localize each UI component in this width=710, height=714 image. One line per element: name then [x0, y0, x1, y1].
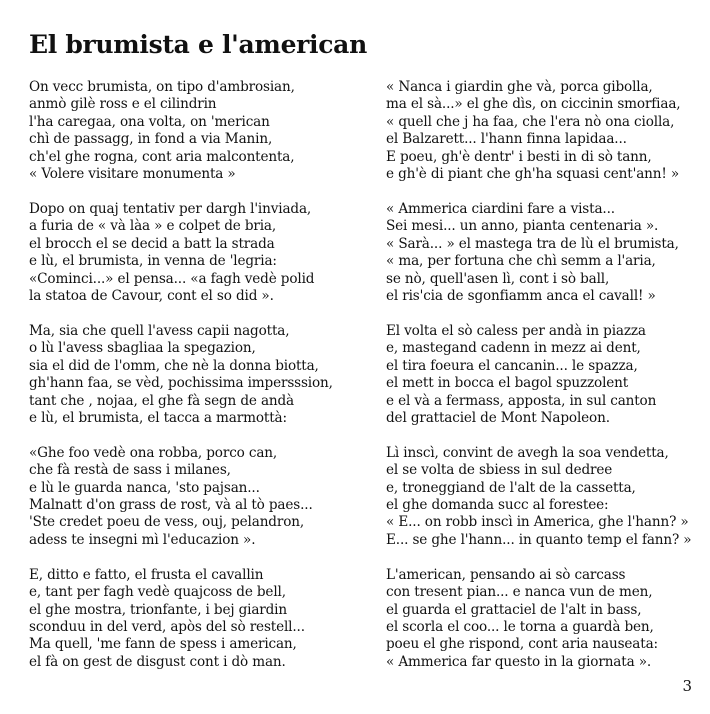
stanza: [386, 567, 706, 671]
verse-line: el tira foeura el cancanin... le spazza,: [386, 357, 638, 374]
stanza: [29, 201, 349, 305]
verse-line: el guarda el grattaciel de l'alt in bass,: [386, 601, 642, 618]
verse-line: «Ghe foo vedè ona robba, porco can,: [29, 444, 278, 461]
verse-line: « Ammerica ciardini fare a vista...: [386, 200, 615, 217]
verse-line: On vecc brumista, on tipo d'ambrosian,: [29, 79, 295, 95]
stanza: [29, 567, 349, 671]
verse-line: e lù, el brumista, el tacca a marmottà:: [29, 409, 287, 426]
verse-line: el brocch el se decid a batt la strada: [29, 235, 275, 252]
verse-line: « Sarà... » el mastega tra de lù el brumista,: [386, 235, 679, 252]
stanza: [386, 79, 706, 183]
verse-line: Dopo on quaj tentativ per dargh l'inviada,: [29, 200, 312, 217]
verse-line: e, troneggiand de l'alt de la cassetta,: [386, 479, 636, 496]
verse-line: L'american, pensando ai sò carcass: [386, 566, 626, 583]
stanza: [386, 201, 706, 305]
verse-line: anmò gilè ross e el cilindrin: [29, 96, 217, 113]
verse-line: « Ammerica far questo in la giornata ».: [386, 653, 652, 670]
verse-line: Lì inscì, convint de avegh la soa vendetta,: [386, 444, 669, 461]
verse-line: e gh'è di piant che gh'ha squasi cent'ann! »: [386, 166, 680, 183]
verse-line: el fà on gest de disgust cont i dò man.: [29, 653, 286, 670]
verse-line: la statoa de Cavour, cont el so did ».: [29, 287, 274, 304]
verse-line: E, ditto e fatto, el frusta el cavallin: [29, 566, 264, 583]
verse-line: el mett in bocca el bagol spuzzolent: [386, 375, 629, 392]
verse-line: e, mastegand cadenn in mezz ai dent,: [386, 340, 641, 357]
stanza: [29, 323, 349, 427]
verse-line: che fà restà de sass i milanes,: [29, 462, 231, 479]
verse-line: 'Ste credet poeu de vess, ouj, pelandron,: [29, 514, 305, 531]
verse-line: el ris'cia de sgonfiamm anca el cavall! »: [386, 287, 656, 304]
verse-line: se nò, quell'asen lì, cont i sò ball,: [386, 270, 610, 287]
verse-line: el scorla el coo... le torna a guardà ben,: [386, 618, 654, 635]
verse-line: ma el sà...» el ghe dìs, on ciccinin smorfiaa,: [386, 96, 681, 113]
verse-line: adess te insegni mì l'educazion ».: [29, 531, 256, 548]
stanza: [386, 323, 706, 427]
verse-line: E poeu, gh'è dentr' i besti in di sò tann,: [386, 148, 652, 165]
verse-line: a furia de « và làa » e colpet de bria,: [29, 218, 277, 235]
verse-line: e el và a fermass, apposta, in sul canton: [386, 392, 657, 409]
verse-line: con tresent pian... e nanca vun de men,: [386, 584, 653, 601]
page-number: 3: [682, 677, 692, 695]
verse-line: El volta el sò caless per andà in piazza: [386, 322, 646, 339]
right-column: [386, 79, 706, 689]
verse-line: ch'el ghe rogna, cont aria malcontenta,: [29, 148, 295, 165]
verse-line: el ghe domanda succ al forestee:: [386, 497, 609, 514]
stanza: [29, 445, 349, 549]
stanza: [386, 445, 706, 549]
verse-line: el ghe mostra, trionfante, i bej giardin: [29, 601, 287, 618]
verse-line: Ma quell, 'me fann de spess i american,: [29, 636, 297, 653]
verse-line: e lù, el brumista, in venna de 'legria:: [29, 253, 277, 270]
verse-line: o lù l'avess sbagliaa la spegazion,: [29, 340, 256, 357]
verse-line: gh'hann faa, se vèd, pochissima impersssion,: [29, 375, 333, 392]
verse-line: e, tant per fagh vedè quajcoss de bell,: [29, 584, 286, 601]
verse-line: e lù le guarda nanca, 'sto pajsan...: [29, 479, 260, 496]
verse-line: chì de passagg, in fond a via Manin,: [29, 131, 273, 148]
poem-title: El brumista e l'american: [29, 30, 367, 59]
verse-line: « Nanca i giardin ghe và, porca gibolla,: [386, 79, 653, 95]
verse-line: tant che , nojaa, el ghe fà segn de andà: [29, 392, 295, 409]
verse-line: «Cominci...» el pensa... «a fagh vedè polid: [29, 270, 315, 287]
verse-line: sia el did de l'omm, che nè la donna biotta,: [29, 357, 319, 374]
verse-line: « ma, per fortuna che chì semm a l'aria,: [386, 253, 656, 270]
verse-line: poeu el ghe rispond, cont aria nauseata:: [386, 636, 658, 653]
verse-line: « quell che j ha faa, che l'era nò ona ciolla,: [386, 113, 675, 130]
verse-line: sconduu in del verd, apòs del sò restell...: [29, 618, 305, 635]
verse-line: « Volere visitare monumenta »: [29, 166, 236, 183]
verse-line: del grattaciel de Mont Napoleon.: [386, 409, 610, 426]
verse-line: E... se ghe l'hann... in quanto temp el fann? »: [386, 531, 692, 548]
verse-line: « E... on robb inscì in America, ghe l'hann? »: [386, 514, 689, 531]
verse-line: el se volta de sbiess in sul dedree: [386, 462, 613, 479]
verse-line: l'ha caregaa, ona volta, on 'merican: [29, 113, 270, 130]
verse-line: Sei mesi... un anno, pianta centenaria ».: [386, 218, 659, 235]
verse-line: el Balzarett... l'hann finna lapidaa...: [386, 131, 627, 148]
verse-line: Malnatt d'on grass de rost, và al tò paes...: [29, 497, 313, 514]
verse-line: Ma, sia che quell l'avess capii nagotta,: [29, 322, 290, 339]
left-column: [29, 79, 349, 689]
stanza: [29, 79, 349, 183]
